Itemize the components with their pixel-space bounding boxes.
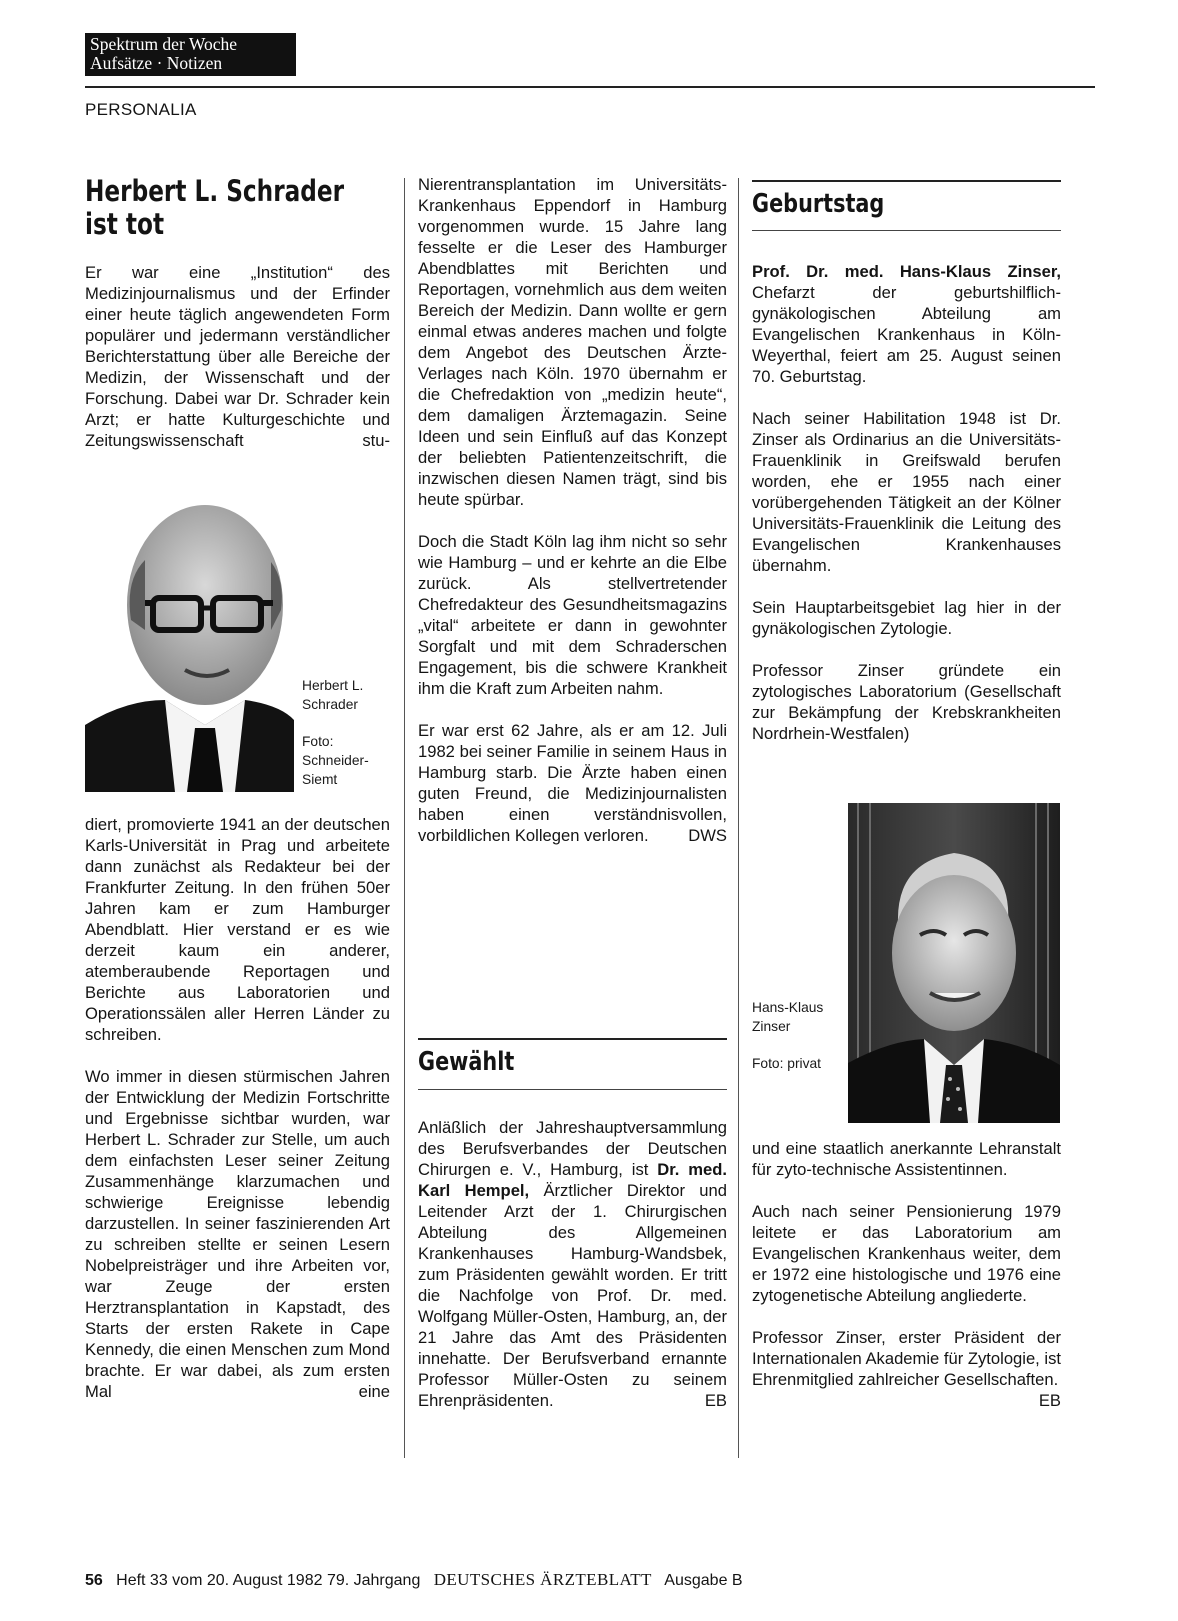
article3-name: Prof. Dr. med. Hans-Klaus Zinser, (752, 262, 1061, 281)
section-tag (85, 33, 296, 76)
footer-page-number: 56 (85, 1572, 103, 1589)
article3-paragraph-6: Auch nach seiner Pensionierung 1979 leitete er das Laboratorium am Evangelischen Krankenhaus weiter, dem er 1972 eine histologische und 1976 eine zytogenetische Abteilung angliederte. (752, 1202, 1061, 1305)
article1-paragraph-4: Nierentransplantation im Universitäts-Krankenhaus Eppendorf in Hamburg vorgenommen wurde. 15 Jahre lang fesselte er die Leser des Hamburger Abendblattes mit Berichten und Reportagen, vornehmlich aus dem weiten Bereich der Medizin. Dann wollte er gern einmal etwas anderes machen und folgte dem Angebot des Deutschen Ärzte-Verlages nach Köln. 1970 übernahm er die Chefredaktion von „medizin heute“, dem damaligen Ärztemagazin. Seine Ideen und sein Einfluß auf das Konzept der beliebten Patientenzeitschrift, die inzwischen diesen Namen trägt, sind bis heute spürbar. (418, 175, 727, 509)
article1-title-line1: Herbert L. Schrader (85, 174, 345, 208)
article2-top-rule (418, 1038, 727, 1040)
footer-edition: Ausgabe B (664, 1572, 743, 1589)
article2-name: Dr. med. Karl Hempel, (418, 1160, 727, 1200)
article3-paragraph-5: und eine staatlich anerkannte Lehranstalt für zyto-technische Assistentinnen. (752, 1139, 1061, 1179)
page-footer (85, 1570, 743, 1590)
zinser-portrait-image (848, 803, 1060, 1123)
article2-paragraph (418, 1117, 727, 1411)
zinser-photo-caption (752, 998, 842, 1073)
article3-signature: EB (1038, 1391, 1061, 1410)
article1-intro (85, 262, 390, 451)
schrader-photo (85, 500, 294, 792)
article2-signature: EB (704, 1391, 727, 1410)
article3-paragraph-1 (752, 261, 1061, 387)
article3-title: Geburtstag (752, 189, 885, 219)
footer-publication: DEUTSCHES ÄRZTEBLATT (433, 1570, 652, 1589)
article3-paragraph-4: Professor Zinser gründete ein zytologisches Laboratorium (Gesellschaft zur Bekämpfung der Krebskrankheiten Nordrhein-Westfalen) (752, 661, 1061, 743)
article3-paragraph-2: Nach seiner Habilitation 1948 ist Dr. Zinser als Ordinarius an die Universitäts-Frauenklinik in Greifswald berufen worden, ehe er 1955 nach einer vorübergehenden Tätigkeit an der Kölner Universitäts-Frauenklinik die Leitung des Evangelischen Krankenhauses übernahm. (752, 409, 1061, 575)
column-divider-1 (404, 178, 405, 1458)
zinser-caption-name: Hans-Klaus Zinser (752, 1000, 824, 1034)
article1-paragraph-2: diert, promovierte 1941 an der deutschen Karls-Universität in Prag und arbeitete dann zunächst als Redakteur bei der Frankfurter Zeitung. In den frühen 50er Jahren kam er zum Hamburger Abendblatt. Hier verstand er es wie derzeit kaum ein anderer, atemberaubende Reportagen und Berichte aus Laboratorien und Operationssälen aller Herren Länder zu schreiben. (85, 815, 390, 1044)
article1-title-line2: ist tot (85, 207, 165, 241)
rubric: PERSONALIA (85, 100, 197, 119)
footer-issue: Heft 33 vom 20. August 1982 79. Jahrgang (116, 1572, 421, 1589)
article1-column2 (418, 174, 727, 846)
article1-signature: DWS (688, 826, 727, 845)
section-tag-line1: Spektrum der Woche (90, 34, 237, 54)
zinser-caption-credit: Foto: privat (752, 1056, 822, 1071)
schrader-photo-caption (302, 676, 394, 789)
article3-bottom-rule (752, 230, 1061, 231)
article3-paragraph-7 (752, 1327, 1062, 1410)
article3-paragraph-1-rest: Chefarzt der geburtshilflich-gynäkologischen Abteilung am Evangelischen Krankenhaus in Köln-Weyerthal, feiert am 25. August seinen 70. Geburtstag. (752, 283, 1061, 386)
zinser-photo (848, 803, 1060, 1123)
article1-title (85, 175, 344, 241)
article3-closing-text: Professor Zinser, erster Präsident der Internationalen Akademie für Zytologie, ist Ehrenmitglied zahlreicher Gesellschaften. (752, 1328, 1062, 1389)
article3-body-top (752, 261, 1061, 744)
article2-text-before: Anläßlich der Jahreshauptversammlung des Berufsverbandes der Deutschen Chirurgen e. V., Hamburg, ist (418, 1118, 727, 1179)
article2-title: Gewählt (418, 1047, 515, 1077)
article1-column1-continued (85, 814, 390, 1402)
article2-body (418, 1117, 727, 1411)
article1-paragraph-6 (418, 720, 727, 846)
section-tag-line2: Aufsätze · Notizen (90, 53, 223, 73)
article2-bottom-rule (418, 1089, 727, 1090)
article3-body-bottom (752, 1138, 1061, 1411)
article3-top-rule (752, 180, 1061, 182)
header-rule (85, 86, 1095, 88)
article1-paragraph-3: Wo immer in diesen stürmischen Jahren der Entwicklung der Medizin Fortschritte und Ergebnisse sichtbar wurden, war Herbert L. Schrader zur Stelle, um auch dem einfachsten Leser seiner Zeitung Zusammenhänge klarzumachen und schwierige Ereignisse lebendig darzustellen. In seiner faszinierenden Art zu schreiben stellte er seinen Lesern Nobelpreisträger und ihre Arbeiten vor, war Zeuge der ersten Herztransplantation in Kapstadt, des Starts der ersten Rakete in Cape Kennedy, die einen Menschen zum Mond brachte. Er war dabei, als zum ersten Mal eine (85, 1067, 390, 1401)
article3-paragraph-3: Sein Hauptarbeitsgebiet lag hier in der gynäkologischen Zytologie. (752, 598, 1061, 638)
article1-paragraph-5: Doch die Stadt Köln lag ihm nicht so sehr wie Hamburg – und er kehrte an die Elbe zurück. Als stellvertretender Chefredakteur des Gesundheitsmagazins „vital“ arbeitete er dann in gewohnter Sorgfalt und mit dem Schraderschen Engagement, bis die schwere Krankheit ihm die Kraft zum Arbeiten nahm. (418, 532, 727, 698)
article2-text-after: Ärztlicher Direktor und Leitender Arzt der 1. Chirurgischen Abteilung des Allgemeinen Krankenhauses Hamburg-Wandsbek, zum Präsidenten gewählt worden. Er tritt die Nachfolge von Prof. Dr. med. Wolfgang Müller-Osten, Hamburg, an, der 21 Jahre das Amt des Präsidenten innehatte. Der Berufsverband ernannte Professor Müller-Osten zu seinem Ehrenpräsidenten. (418, 1181, 727, 1410)
schrader-caption-credit: Foto: Schneider-Siemt (302, 734, 369, 787)
article1-intro-text: Er war eine „Institution“ des Medizinjournalismus und der Erfinder einer heute täglich angewendeten Form populärer und jedermann verständlicher Berichterstattung über alle Bereiche der Medizin, der Wissenschaft und der Forschung. Dabei war Dr. Schrader kein Arzt; er hatte Kulturgeschichte und Zeitungswissenschaft stu- (85, 263, 390, 450)
schrader-portrait-image (85, 500, 294, 792)
schrader-caption-name: Herbert L. Schrader (302, 678, 364, 712)
column-divider-2 (738, 178, 739, 1458)
article1-closing-text: Er war erst 62 Jahre, als er am 12. Juli 1982 bei seiner Familie in seinem Haus in Hamburg starb. Die Ärzte haben einen guten Freund, die Medizinjournalisten haben einen verständnisvollen, vorbildlichen Kollegen verloren. (418, 721, 727, 845)
